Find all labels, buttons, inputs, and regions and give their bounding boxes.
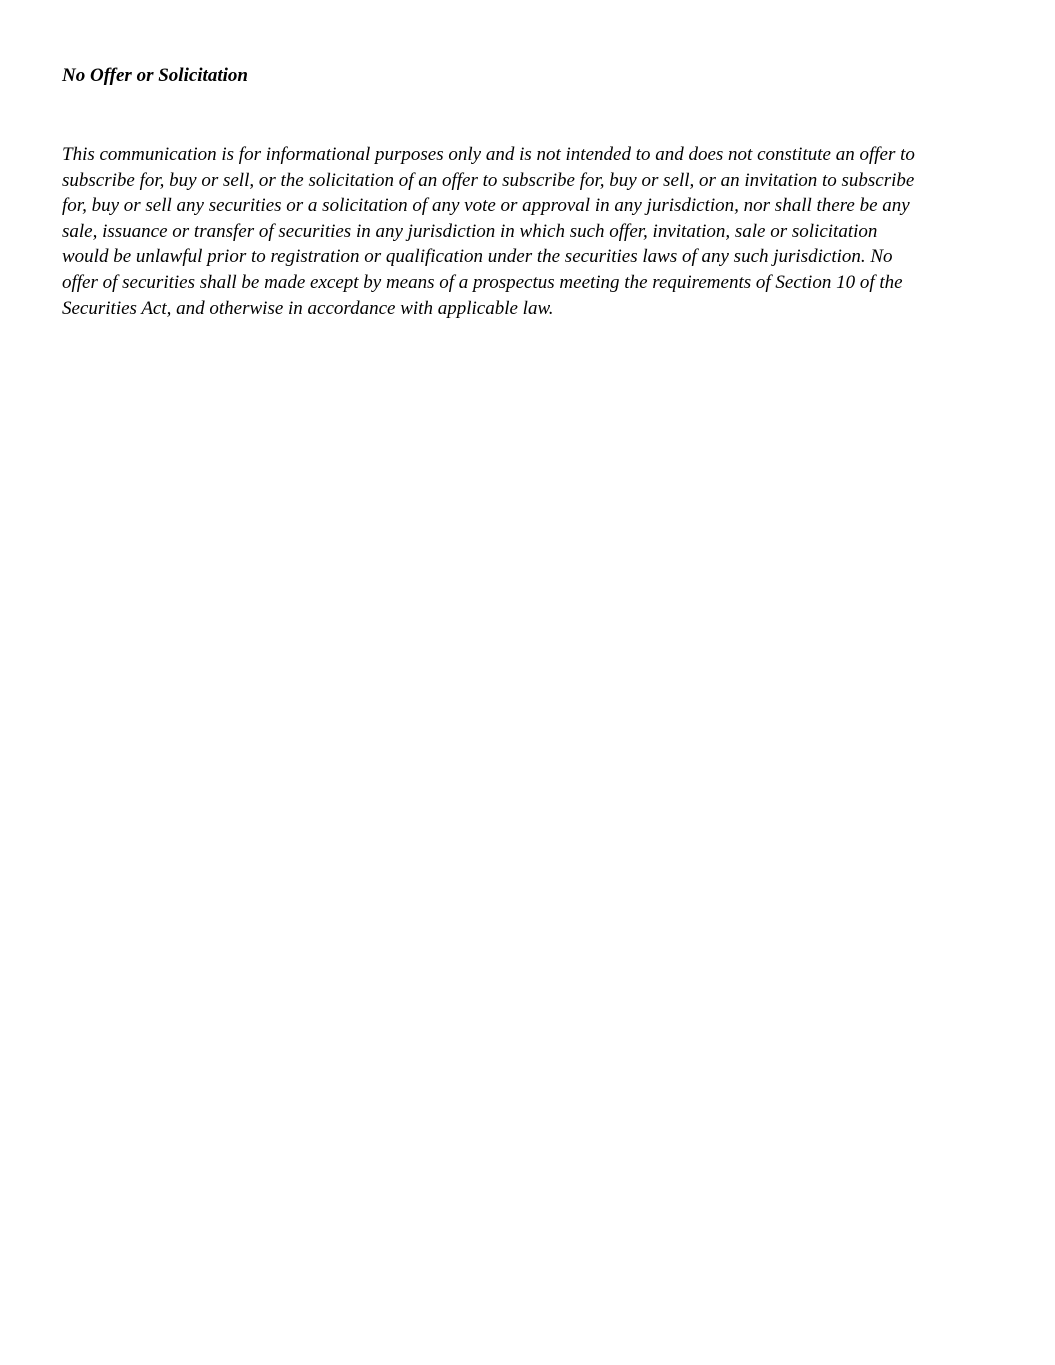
paragraph-line: offer of securities shall be made except by means of a prospectus meeting the requirements of Section 10 of the <box>62 271 903 293</box>
paragraph-line: Securities Act, and otherwise in accordance with applicable law. <box>62 297 554 319</box>
paragraph-line: This communication is for informational purposes only and is not intended to and does not constitute an offer to <box>62 144 915 165</box>
paragraph-line: subscribe for, buy or sell, or the solicitation of an offer to subscribe for, buy or sell, or an invitation to subscribe <box>62 169 915 191</box>
paragraph-line: would be unlawful prior to registration or qualification under the securities laws of any such jurisdiction. No <box>62 246 893 268</box>
paragraph-line: for, buy or sell any securities or a solicitation of any vote or approval in any jurisdiction, nor shall there be any <box>62 195 910 217</box>
disclaimer-paragraph <box>62 142 1002 321</box>
paragraph-line: sale, issuance or transfer of securities in any jurisdiction in which such offer, invitation, sale or solicitation <box>62 220 878 242</box>
section-heading: No Offer or Solicitation <box>62 65 248 86</box>
